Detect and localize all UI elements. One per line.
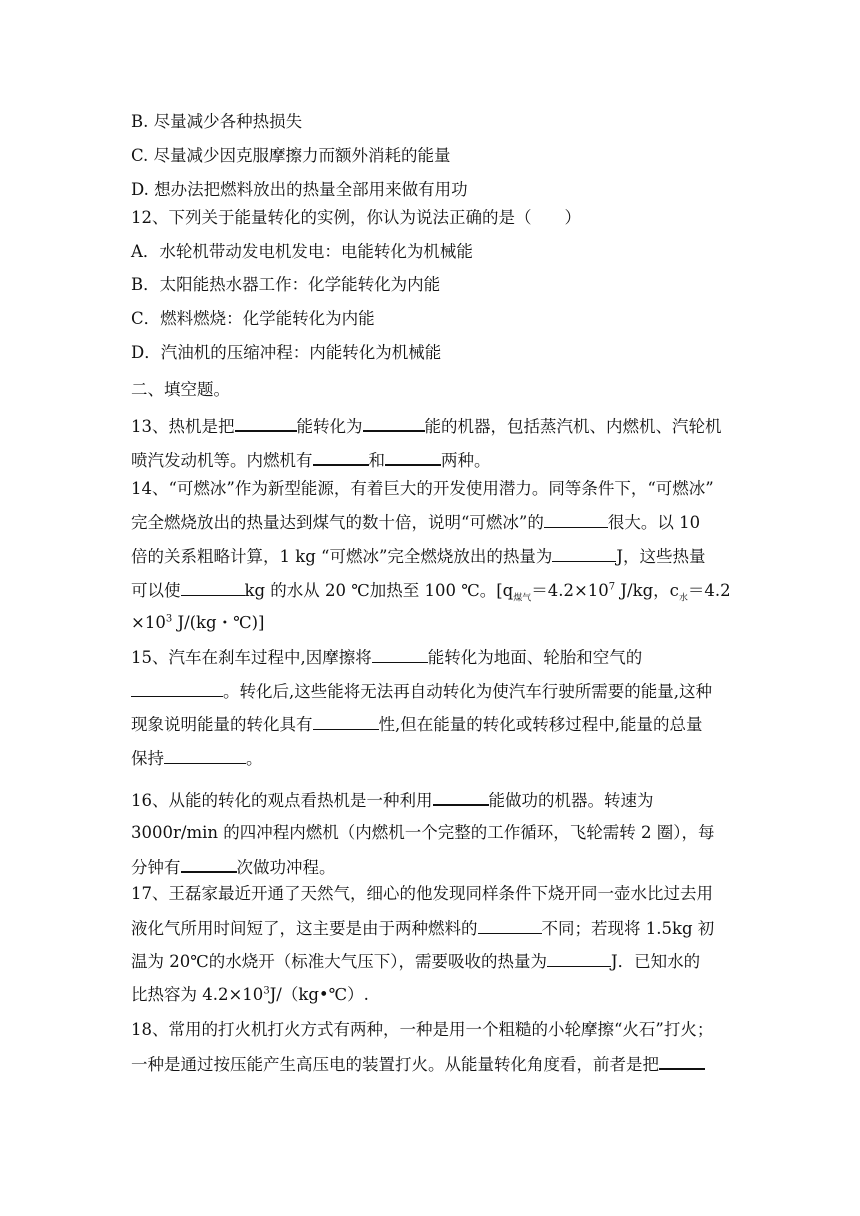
answer-blank[interactable] [433,788,489,806]
q15-line-3 [131,713,703,736]
text: 分钟有 [131,858,181,877]
answer-blank[interactable] [544,511,608,528]
answer-blank[interactable] [181,855,237,873]
text: 完全燃烧放出的热量达到煤气的数十倍，说明“可燃冰”的 [131,513,544,532]
q15-line-2 [131,680,712,703]
text: 保持 [131,749,164,768]
text: 喷汽发动机等。内燃机有 [131,451,313,470]
q14-line-2 [131,511,700,534]
q14-line-3 [131,545,706,568]
text: 能转化为 [296,417,363,436]
text: 。转化后,这些能将无法再自动转化为使汽车行驶所需要的能量,这种 [223,682,712,701]
answer-blank[interactable] [478,917,542,934]
q11-option-d: D. 想办法把燃料放出的热量全部用来做有用功 [131,180,468,199]
text: 能做功的机器。转速为 [488,791,654,810]
superscript: 3 [165,613,173,625]
answer-blank[interactable] [164,747,246,764]
q13-line-1 [131,414,722,438]
answer-blank[interactable] [372,646,428,663]
text: 能转化为地面、轮胎和空气的 [427,648,643,667]
text: 16、从能的转化的观点看热机是一种利用 [131,791,433,810]
answer-blank[interactable] [181,579,245,596]
text: J，这些热量 [616,547,706,566]
text: kg 的水从 20 ℃加热至 100 ℃。[q [244,581,514,600]
text: 两种。 [441,451,491,470]
text: 现象说明能量的转化具有 [131,715,313,734]
text: 液化气所用时间短了，这主要是由于两种燃料的 [131,919,478,938]
text: 能的机器，包括蒸汽机、内燃机、汽轮机 [424,417,722,436]
text: 一种是通过按压能产生高压电的装置打火。从能量转化角度看，前者是把 [131,1055,659,1074]
text: ＝4.2×10 [531,581,609,600]
text: 性,但在能量的转化或转移过程中,能量的总量 [378,715,703,734]
q16-line-1 [131,788,654,812]
text: 和 [368,451,385,470]
q11-option-c: C. 尽量减少因克服摩擦力而额外消耗的能量 [131,146,451,165]
text: ×10 [131,613,166,632]
q12-option-b: B．太阳能热水器工作：化学能转化为内能 [131,275,441,294]
text: J/(kg・℃)] [172,613,265,632]
text: J/（kg•℃）. [269,985,369,1004]
text: J/kg，c [615,581,679,600]
q16-line-2: 3000r/min 的四冲程内燃机（内燃机一个完整的工作循环，飞轮需转 2 圈），每 [131,823,715,842]
q18-line-1: 18、常用的打火机打火方式有两种，一种是用一个粗糙的小轮摩擦“火石”打火； [131,1020,714,1039]
text: 很大。以 10 [607,513,701,532]
q17-line-4 [131,984,369,1006]
q12-option-a: A．水轮机带动发电机发电：电能转化为机械能 [131,242,473,261]
answer-blank[interactable] [659,1052,705,1070]
answer-blank[interactable] [313,713,379,730]
q15-line-4 [131,747,263,770]
answer-blank[interactable] [547,950,611,967]
q11-option-b: B. 尽量减少各种热损失 [131,112,303,131]
q14-line-4 [131,579,731,602]
answer-blank[interactable] [235,414,297,432]
text: 倍的关系粗略计算，1 kg “可燃冰”完全燃烧放出的热量为 [131,547,553,566]
subscript: 水 [678,593,688,604]
q14-line-1: 14、“可燃冰”作为新型能源，有着巨大的开发使用潜力。同等条件下，“可燃冰” [131,479,714,498]
q13-line-2 [131,448,491,472]
subscript: 煤气 [513,593,532,604]
q18-line-2 [131,1052,705,1076]
answer-blank[interactable] [363,414,425,432]
answer-blank[interactable] [552,545,616,562]
text: 比热容为 4.2×10 [131,985,264,1004]
answer-blank[interactable] [385,448,441,466]
text: 可以使 [131,581,181,600]
text: 温为 20℃的水烧开（标准大气压下），需要吸收的热量为 [131,952,547,971]
q12-option-d: D．汽油机的压缩冲程：内能转化为机械能 [131,343,442,362]
text: 次做功冲程。 [236,858,336,877]
answer-blank[interactable] [313,448,369,466]
text: 。 [246,749,263,768]
text: 15、汽车在刹车过程中,因摩擦将 [131,648,372,667]
q12-stem: 12、下列关于能量转化的实例，你认为说法正确的是（ ） [131,208,581,227]
answer-blank[interactable] [131,680,223,697]
q15-line-1 [131,646,642,669]
text: 不同；若现将 1.5kg 初 [541,919,715,938]
section-heading: 二、填空题。 [131,380,230,399]
text: 13、热机是把 [131,417,235,436]
q17-line-1: 17、王磊家最近开通了天然气，细心的他发现同样条件下烧开同一壶水比过去用 [131,884,713,903]
q17-line-3 [131,950,700,973]
text: ＝4.2 [687,581,731,600]
q14-line-5 [131,612,264,634]
q16-line-3 [131,855,336,879]
text: J．已知水的 [610,952,701,971]
q17-line-2 [131,917,714,940]
superscript: 7 [608,581,616,593]
superscript: 3 [263,985,270,997]
q12-option-c: C．燃料燃烧：化学能转化为内能 [131,309,375,328]
